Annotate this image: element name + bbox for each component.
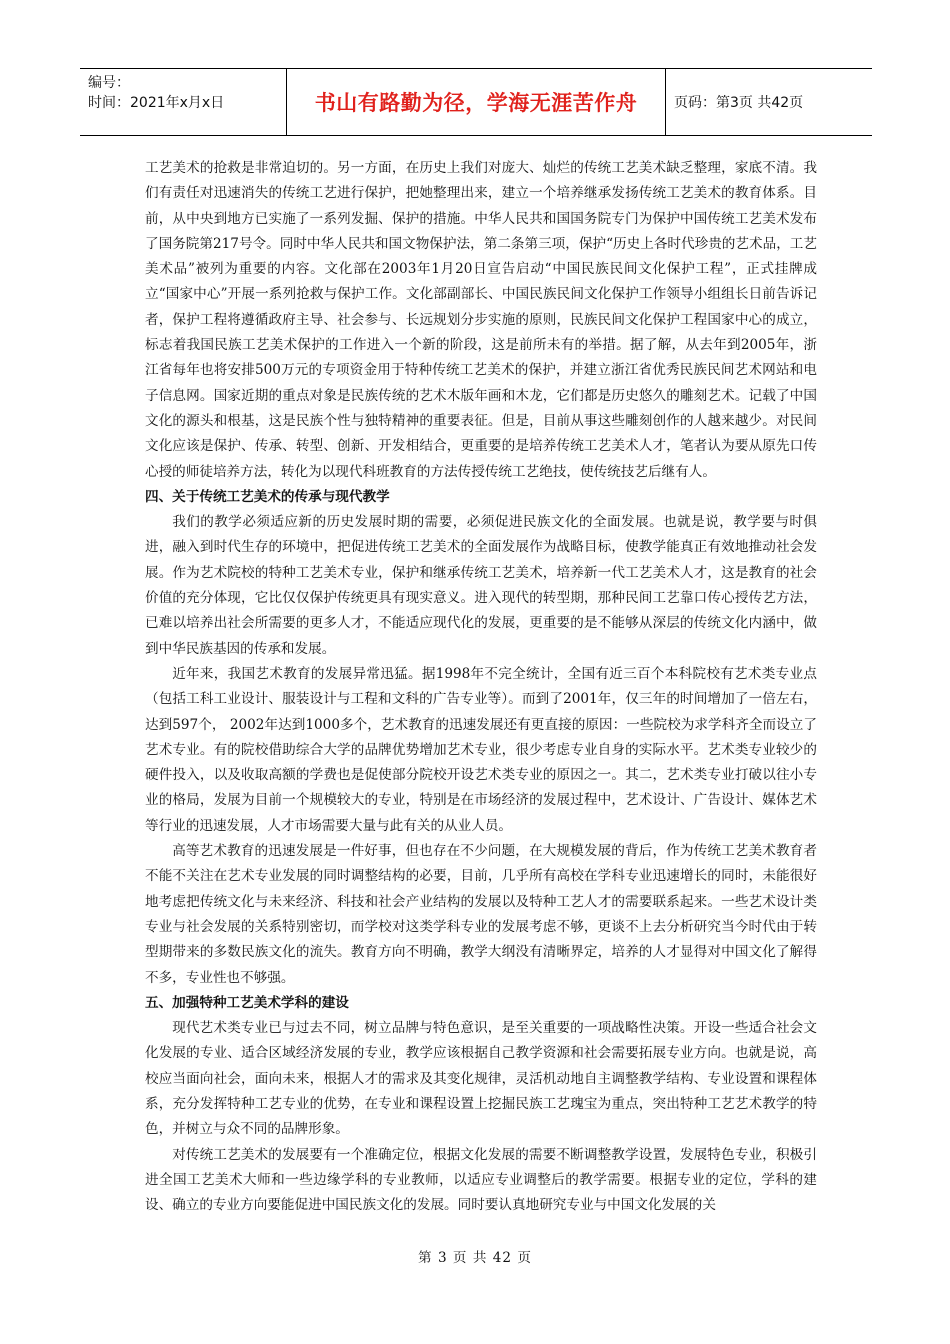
document-date: 时间：2021年x月x日 [88,95,225,111]
section-heading: 四、关于传统工艺美术的传承与现代教学 [145,488,390,505]
header-meta [80,69,286,135]
paragraph: 对传统工艺美术的发展要有一个准确定位，根据文化发展的需要不断调整教学设置，发展特色专业，积极引进全国工艺美术大师和一些边缘学科的专业教师，以适应专业调整后的教学需要。根据专业的定位，学科的建设、确立的专业方向要能促进中国民族文化的发展。同时要认真地研究专业与中国文化发展的关 [145,1146,817,1214]
page-footer: 第 3 页 共 42 页 [418,1250,532,1266]
document-number-label: 编号： [88,75,130,91]
document-body [145,156,817,1218]
page-header [80,68,872,136]
header-page-info: 页码：第3页 共42页 [674,95,804,111]
paragraph: 近年来，我国艺术教育的发展异常迅猛。据1998年不完全统计，全国有近三百个本科院校有艺术类专业点（包括工科工业设计、服装设计与工程和文科的广告专业等）。而到了2001年，仅三年的时间增加了一倍左右，达到597个， 2002年达到1000多个，艺术教育的迅速发展还有更直接的原因：一些院校为求学科齐全而设立了艺术专业。有的院校借助综合大学的品牌优势增加艺术专业，很少考虑专业自身的实际水平。艺术类专业较少的硬件投入，以及收取高额的学费也是促使部分院校开设艺术类专业的原因之一。其二，艺术类专业打破以往小专业的格局，发展为目前一个规模较大的专业，特别是在市场经济的发展过程中，艺术设计、广告设计、媒体艺术等行业的迅速发展，人才市场需要大量与此有关的从业人员。 [145,665,817,834]
paragraph: 高等艺术教育的迅速发展是一件好事，但也存在不少问题，在大规模发展的背后，作为传统工艺美术教育者不能不关注在艺术专业发展的同时调整结构的必要，目前，几乎所有高校在学科专业迅速增长的同时，未能很好地考虑把传统文化与未来经济、科技和社会产业结构的发展以及特种工艺人才的需要联系起来。一些艺术设计类专业与社会发展的关系特别密切，而学校对这类学科专业的发展考虑不够，更谈不上去分析研究当今时代由于转型期带来的多数民族文化的流失。教育方向不明确，教学大纲没有清晰界定，培养的人才显得对中国文化了解得不多，专业性也不够强。 [145,843,817,986]
paragraph: 我们的教学必须适应新的历史发展时期的需要，必须促进民族文化的全面发展。也就是说，教学要与时俱进，融入到时代生存的环境中，把促进传统工艺美术的全面发展作为战略目标，使教学能真正有效地推动社会发展。作为艺术院校的特种工艺美术专业，保护和继承传统工艺美术，培养新一代工艺美术人才，这是教育的社会价值的充分体现，它比仅仅保护传统更具有现实意义。进入现代的转型期，那种民间工艺靠口传心授传艺方法，已难以培养出社会所需要的更多人才，不能适应现代化的发展，更重要的是不能够从深层的传统文化内涵中，做到中华民族基因的传承和发展。 [145,514,817,657]
section-heading: 五、加强特种工艺美术学科的建设 [145,994,349,1011]
paragraph: 工艺美术的抢救是非常迫切的。另一方面，在历史上我们对庞大、灿烂的传统工艺美术缺乏整理，家底不清。我们有责任对迅速消失的传统工艺进行保护，把她整理出来，建立一个培养继承发扬传统工艺美术的教育体系。目前，从中央到地方已实施了一系列发掘、保护的措施。中华人民共和国国务院专门为保护中国传统工艺美术发布了国务院第217号令。同时中华人民共和国文物保护法，第二条第三项，保护“历史上各时代珍贵的艺术品，工艺美术品”被列为重要的内容。文化部在2003年1月20日宣告启动“中国民族民间文化保护工程”，正式挂牌成立“国家中心”开展一系列抢救与保护工作。文化部副部长、中国民族民间文化保护工作领导小组组长日前告诉记者，保护工程将遵循政府主导、社会参与、长远规划分步实施的原则，民族民间文化保护工程国家中心的成立，标志着我国民族工艺美术保护的工作进入一个新的阶段，这是前所未有的举措。据了解，从去年到2005年，浙江省每年也将安排500万元的专项资金用于特种传统工艺美术的保护，并建立浙江省优秀民族民间艺术网站和电子信息网。国家近期的重点对象是民族传统的艺术木版年画和木龙，它们都是历史悠久的雕刻艺术。记载了中国文化的源头和根基，这是民族个性与独特精神的重要表征。但是，目前从事这些雕刻创作的人越来越少。对民间文化应该是保护、传承、转型、创新、开发相结合，更重要的是培养传统工艺美术人才，笔者认为要从原先口传心授的师徒培养方法，转化为以现代科班教育的方法传授传统工艺绝技，使传统技艺后继有人。 [145,160,817,480]
header-motto: 书山有路勤为径，学海无涯苦作舟 [286,69,666,135]
paragraph: 现代艺术类专业已与过去不同，树立品牌与特色意识，是至关重要的一项战略性决策。开设一些适合社会文化发展的专业、适合区域经济发展的专业，教学应该根据自己教学资源和社会需要拓展专业方向。也就是说，高校应当面向社会，面向未来，根据人才的需求及其变化规律，灵活机动地自主调整教学结构、专业设置和课程体系，充分发挥特种工艺专业的优势，在专业和课程设置上挖掘民族工艺瑰宝为重点，突出特种工艺艺术教学的特色，并树立与众不同的品牌形象。 [145,1020,817,1138]
